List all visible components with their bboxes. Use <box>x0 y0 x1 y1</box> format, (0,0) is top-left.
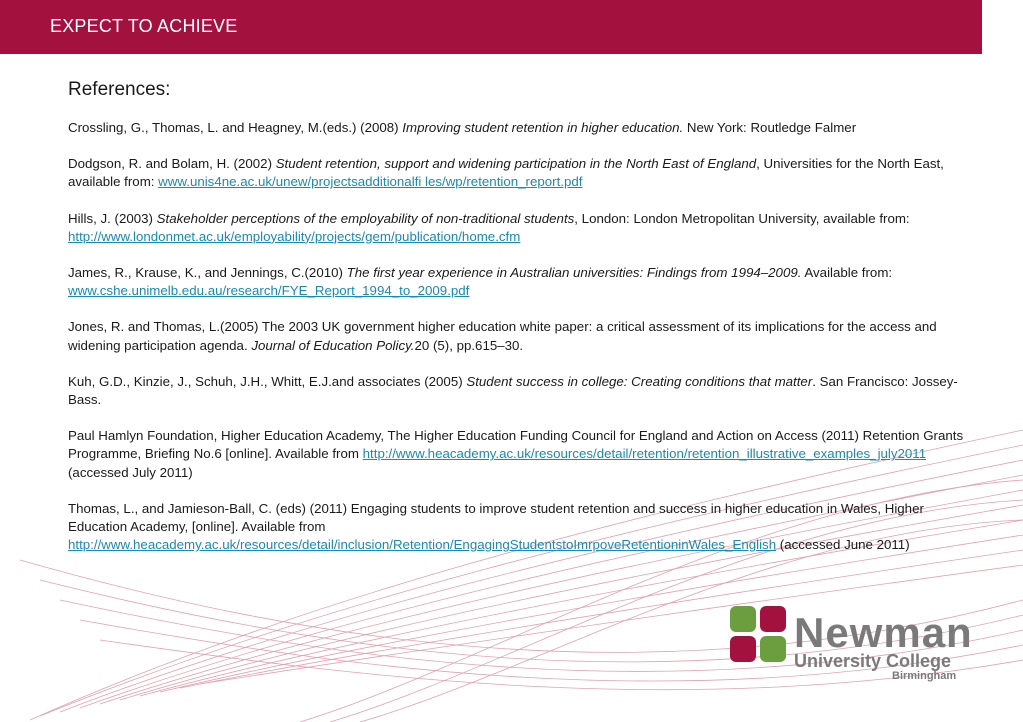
reference-item: Hills, J. (2003) Stakeholder perceptions of the employability of non-traditional students, London: London Metropolitan University, available from: http://www.londonmet.ac.uk/employability/projects/gem/publication/home.cfm <box>68 210 910 244</box>
header-bar <box>0 0 982 54</box>
reference-link[interactable]: www.cshe.unimelb.edu.au/research/FYE_Report_1994_to_2009.pdf <box>68 283 470 299</box>
reference-item: Crossling, G., Thomas, L. and Heagney, M.(eds.) (2008) Improving student retention in higher education. New York: Routledge Falmer <box>68 120 857 135</box>
logo-city: Birmingham <box>892 670 957 682</box>
references-content <box>68 78 973 572</box>
logo-name: Newman <box>794 609 973 656</box>
reference-item: James, R., Krause, K., and Jennings, C.(2010) The first year experience in Australian universities: Findings from 1994–2009. Available from: www.cshe.unimelb.edu.au/research/FYE_Report_1994_to_2009.pdf <box>68 265 893 299</box>
reference-link[interactable]: www.unis4ne.ac.uk/unew/projectsadditionalfi les/wp/retention_report.pdf <box>158 174 583 190</box>
reference-item: Jones, R. and Thomas, L.(2005) The 2003 UK government higher education white paper: a critical assessment of its implications for the access and widening participation agenda. Journal of Education Policy.20 (5), pp.615–30. <box>68 319 937 353</box>
reference-link[interactable]: http://www.heacademy.ac.uk/resources/detail/retention/retention_illustrative_examples_july2011 <box>362 446 927 462</box>
reference-item: Kuh, G.D., Kinzie, J., Schuh, J.H., Whitt, E.J.and associates (2005) Student success in college: Creating conditions that matter. San Francisco: Jossey-Bass. <box>68 373 958 408</box>
reference-link[interactable]: http://www.londonmet.ac.uk/employability/projects/gem/publication/home.cfm <box>68 228 521 244</box>
logo-subtitle: University College <box>794 651 952 671</box>
newman-logo <box>730 602 980 684</box>
logo-mark-icon <box>730 606 786 662</box>
references-heading: References: <box>68 79 171 100</box>
reference-item: Paul Hamlyn Foundation, Higher Education Academy, The Higher Education Funding Council for England and Action on Access (2011) Retention Grants Programme, Briefing No.6 [online]. Available from http://www.heacademy.ac.uk/resources/detail/retention/retention_illustrative_examples_july2011 (accessed July 2011) <box>68 428 964 480</box>
reference-item: Thomas, L., and Jamieson-Ball, C. (eds) (2011) Engaging students to improve student retention and success in higher education in Wales, Higher Education Academy, [online]. Available from http://www.heacademy.ac.uk/resources/detail/inclusion/Retention/EngagingStudentstoImrpoveRetentioninWales_English (accessed June 2011) <box>68 500 924 553</box>
header-title: EXPECT TO ACHIEVE <box>50 16 238 36</box>
reference-link[interactable]: http://www.heacademy.ac.uk/resources/detail/inclusion/Retention/EngagingStudentstoImrpoveRetentioninWales_English <box>68 537 777 553</box>
reference-item: Dodgson, R. and Bolam, H. (2002) Student retention, support and widening participation in the North East of England, Universities for the North East, available from: www.unis4ne.ac.uk/unew/projectsadditionalfi les/wp/retention_report.pdf <box>68 156 944 190</box>
